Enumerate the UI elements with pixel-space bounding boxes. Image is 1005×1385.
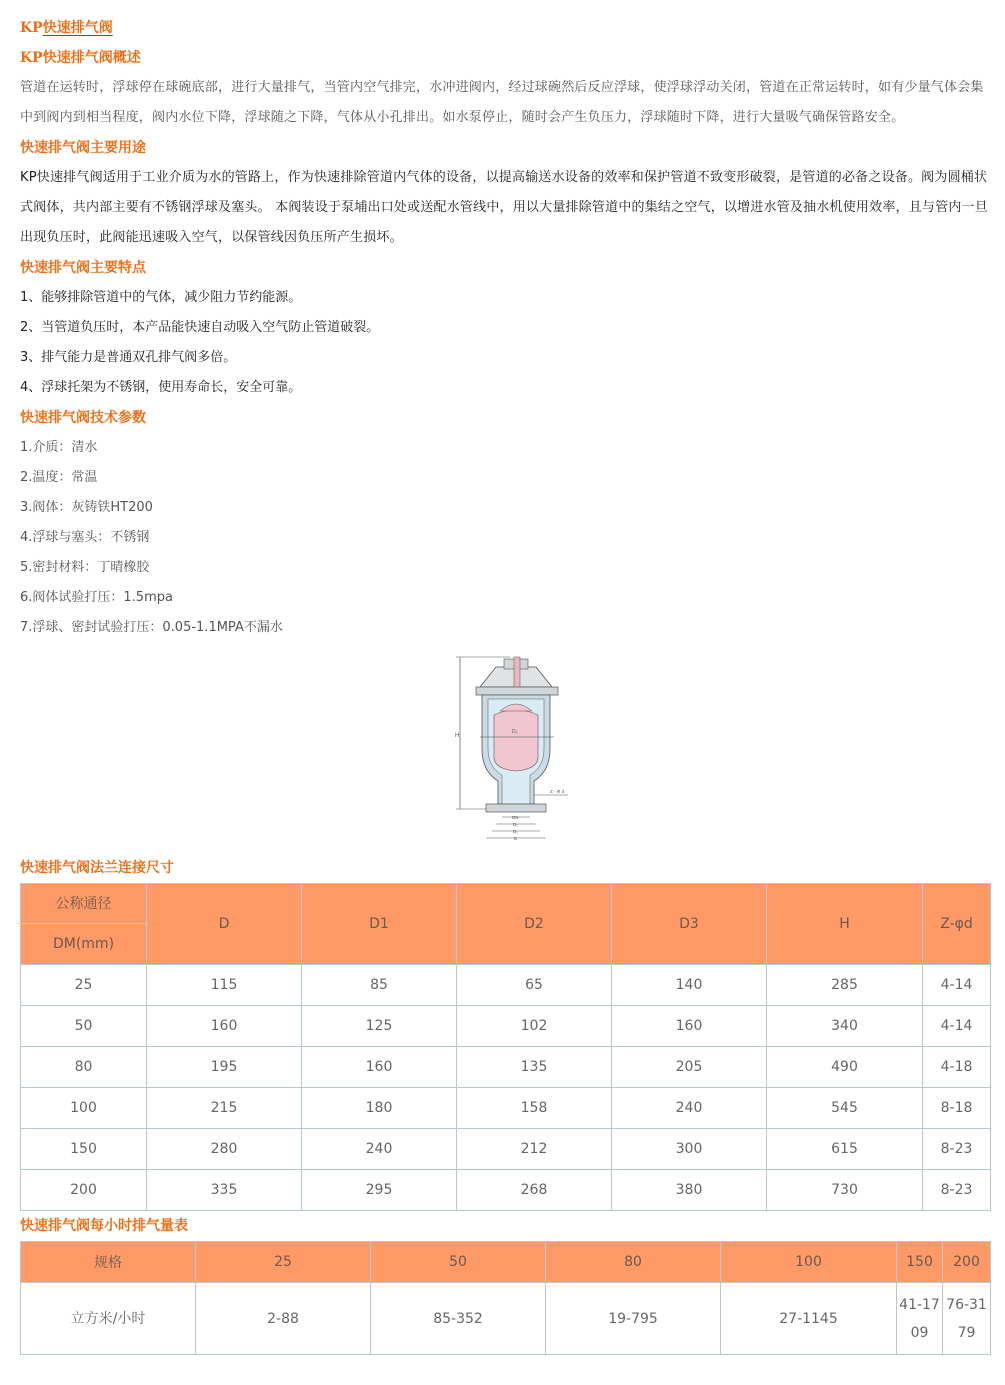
- table-cell: 80: [21, 1047, 147, 1088]
- header-cell: D1: [302, 884, 457, 965]
- valve-diagram-container: [20, 643, 990, 853]
- table-row: [21, 1170, 991, 1211]
- table-cell: 295: [302, 1170, 457, 1211]
- table-cell: 25: [21, 965, 147, 1006]
- table-row: [21, 1006, 991, 1047]
- product-link[interactable]: 快速排气阀: [42, 20, 113, 36]
- table-cell: 160: [302, 1047, 457, 1088]
- flange-heading: 快速排气阀法兰连接尺寸: [20, 860, 174, 876]
- specs-heading: 快速排气阀技术参数: [20, 410, 146, 426]
- table-cell: 212: [457, 1129, 612, 1170]
- spec-item: 4.浮球与塞头：不锈钢: [20, 530, 150, 545]
- svg-text:D₁: D₁: [512, 829, 518, 834]
- table-cell: 150: [21, 1129, 147, 1170]
- spec-item: 2.温度：常温: [20, 470, 98, 485]
- table-cell: 158: [457, 1088, 612, 1129]
- table-cell: 102: [457, 1006, 612, 1047]
- header-cell: 150: [897, 1242, 943, 1283]
- table-cell: 380: [612, 1170, 767, 1211]
- table-cell: 8-23: [923, 1170, 991, 1211]
- header-nominal-label: 公称通径: [21, 884, 146, 924]
- table-row: [21, 1088, 991, 1129]
- svg-text:D₂: D₂: [512, 822, 518, 827]
- table-cell: 4-14: [923, 965, 991, 1006]
- svg-text:D: D: [513, 836, 517, 841]
- table-cell: 240: [302, 1129, 457, 1170]
- table-cell: 76-3179: [943, 1283, 991, 1355]
- title-prefix: KP: [20, 20, 43, 36]
- table-row: [21, 965, 991, 1006]
- table-cell: 545: [767, 1088, 923, 1129]
- feature-item: 2、当管道负压时，本产品能快速自动吸入空气防止管道破裂。: [20, 320, 380, 335]
- table-row: [21, 1283, 991, 1355]
- header-cell: D2: [457, 884, 612, 965]
- table-cell: 490: [767, 1047, 923, 1088]
- table-cell: 115: [147, 965, 302, 1006]
- header-cell: 25: [196, 1242, 371, 1283]
- page-title: [20, 13, 990, 43]
- table-cell: 340: [767, 1006, 923, 1047]
- svg-text:DN: DN: [511, 815, 518, 820]
- table-cell: 135: [457, 1047, 612, 1088]
- header-cell: Z-φd: [923, 884, 991, 965]
- table-cell: 730: [767, 1170, 923, 1211]
- header-cell: H: [767, 884, 923, 965]
- table-cell: 240: [612, 1088, 767, 1129]
- table-cell: 215: [147, 1088, 302, 1129]
- header-cell: 50: [371, 1242, 546, 1283]
- table-cell: 180: [302, 1088, 457, 1129]
- header-dm-label: DM(mm): [52, 936, 115, 952]
- spec-item: 5.密封材料：丁晴橡胶: [20, 560, 150, 575]
- table-cell: 268: [457, 1170, 612, 1211]
- header-cell: 200: [943, 1242, 991, 1283]
- table-row: [21, 1129, 991, 1170]
- table-cell: 160: [612, 1006, 767, 1047]
- header-cell: 80: [546, 1242, 721, 1283]
- svg-text:H: H: [454, 733, 459, 739]
- table-cell: 615: [767, 1129, 923, 1170]
- table-cell: 335: [147, 1170, 302, 1211]
- usage-text: KP快速排气阀适用于工业介质为水的管路上，作为快速排除管道内气体的设备，以提高输送水设备的效率和保护管道不致变形破裂，是管道的必备之设备。阀为圆桶状式阀体，共内部主要有不锈钢浮球及塞头。 本阀装设于泵埔出口处或送配水管线中，用以大量排除管道中的集结之空气，以增进水管及抽水机使用效率，且与管内一旦出现负压时，此阀能迅速吸入空气，以保管线因负压所产生损坏。: [20, 170, 988, 245]
- table-cell: 195: [147, 1047, 302, 1088]
- header-cell-nominal-diameter: [21, 884, 147, 965]
- table-cell: 125: [302, 1006, 457, 1047]
- usage-heading: 快速排气阀主要用途: [20, 140, 146, 156]
- svg-text:D₃: D₃: [511, 729, 518, 735]
- table-cell: 160: [147, 1006, 302, 1047]
- spec-item: 7.浮球、密封试验打压：0.05-1.1MPA不漏水: [20, 620, 283, 635]
- header-cell: 100: [721, 1242, 897, 1283]
- table-cell: 280: [147, 1129, 302, 1170]
- svg-text:Z - Φ d: Z - Φ d: [549, 789, 564, 794]
- exhaust-heading: 快速排气阀每小时排气量表: [20, 1218, 188, 1234]
- table-cell: 65: [457, 965, 612, 1006]
- flange-dimensions-table: [20, 883, 991, 1211]
- table-cell: 19-795: [546, 1283, 721, 1355]
- valve-cross-section-diagram: [450, 649, 576, 847]
- table-cell: 140: [612, 965, 767, 1006]
- table-cell: 200: [21, 1170, 147, 1211]
- table-cell: 立方米/小时: [21, 1283, 196, 1355]
- table-cell: 41-1709: [897, 1283, 943, 1355]
- table-cell: 285: [767, 965, 923, 1006]
- feature-item: 3、排气能力是普通双孔排气阀多倍。: [20, 350, 237, 365]
- features-heading: 快速排气阀主要特点: [20, 260, 146, 276]
- exhaust-volume-table: [20, 1241, 991, 1355]
- table-cell: 100: [21, 1088, 147, 1129]
- table-cell: 50: [21, 1006, 147, 1047]
- table-cell: 8-23: [923, 1129, 991, 1170]
- header-cell: 规格: [21, 1242, 196, 1283]
- header-cell: D: [147, 884, 302, 965]
- table-cell: 85: [302, 965, 457, 1006]
- table-cell: 4-18: [923, 1047, 991, 1088]
- spec-item: 6.阀体试验打压：1.5mpa: [20, 590, 173, 605]
- spec-item: 3.阀体：灰铸铁HT200: [20, 500, 153, 515]
- table-cell: 8-18: [923, 1088, 991, 1129]
- table-row: [21, 1047, 991, 1088]
- table-header-row: [21, 884, 991, 965]
- table-cell: 300: [612, 1129, 767, 1170]
- overview-heading: KP快速排气阀概述: [20, 50, 141, 66]
- table-cell: 205: [612, 1047, 767, 1088]
- feature-item: 4、浮球托架为不锈钢，使用寿命长，安全可靠。: [20, 380, 302, 395]
- table-cell: 27-1145: [721, 1283, 897, 1355]
- table-cell: 85-352: [371, 1283, 546, 1355]
- table-cell: 4-14: [923, 1006, 991, 1047]
- spec-item: 1.介质：清水: [20, 440, 98, 455]
- overview-text: 管道在运转时，浮球停在球碗底部，进行大量排气，当管内空气排完，水冲进阀内，经过球碗然后反应浮球，使浮球浮动关闭，管道在正常运转时，如有少量气体会集中到阀内到相当程度，阀内水位下降，浮球随之下降，气体从小孔排出。如水泵停止，随时会产生负压力，浮球随时下降，进行大量吸气确保管路安全。: [20, 80, 984, 125]
- header-cell: D3: [612, 884, 767, 965]
- table-header-row: [21, 1242, 991, 1283]
- feature-item: 1、能够排除管道中的气体，减少阻力节约能源。: [20, 290, 302, 305]
- table-cell: 2-88: [196, 1283, 371, 1355]
